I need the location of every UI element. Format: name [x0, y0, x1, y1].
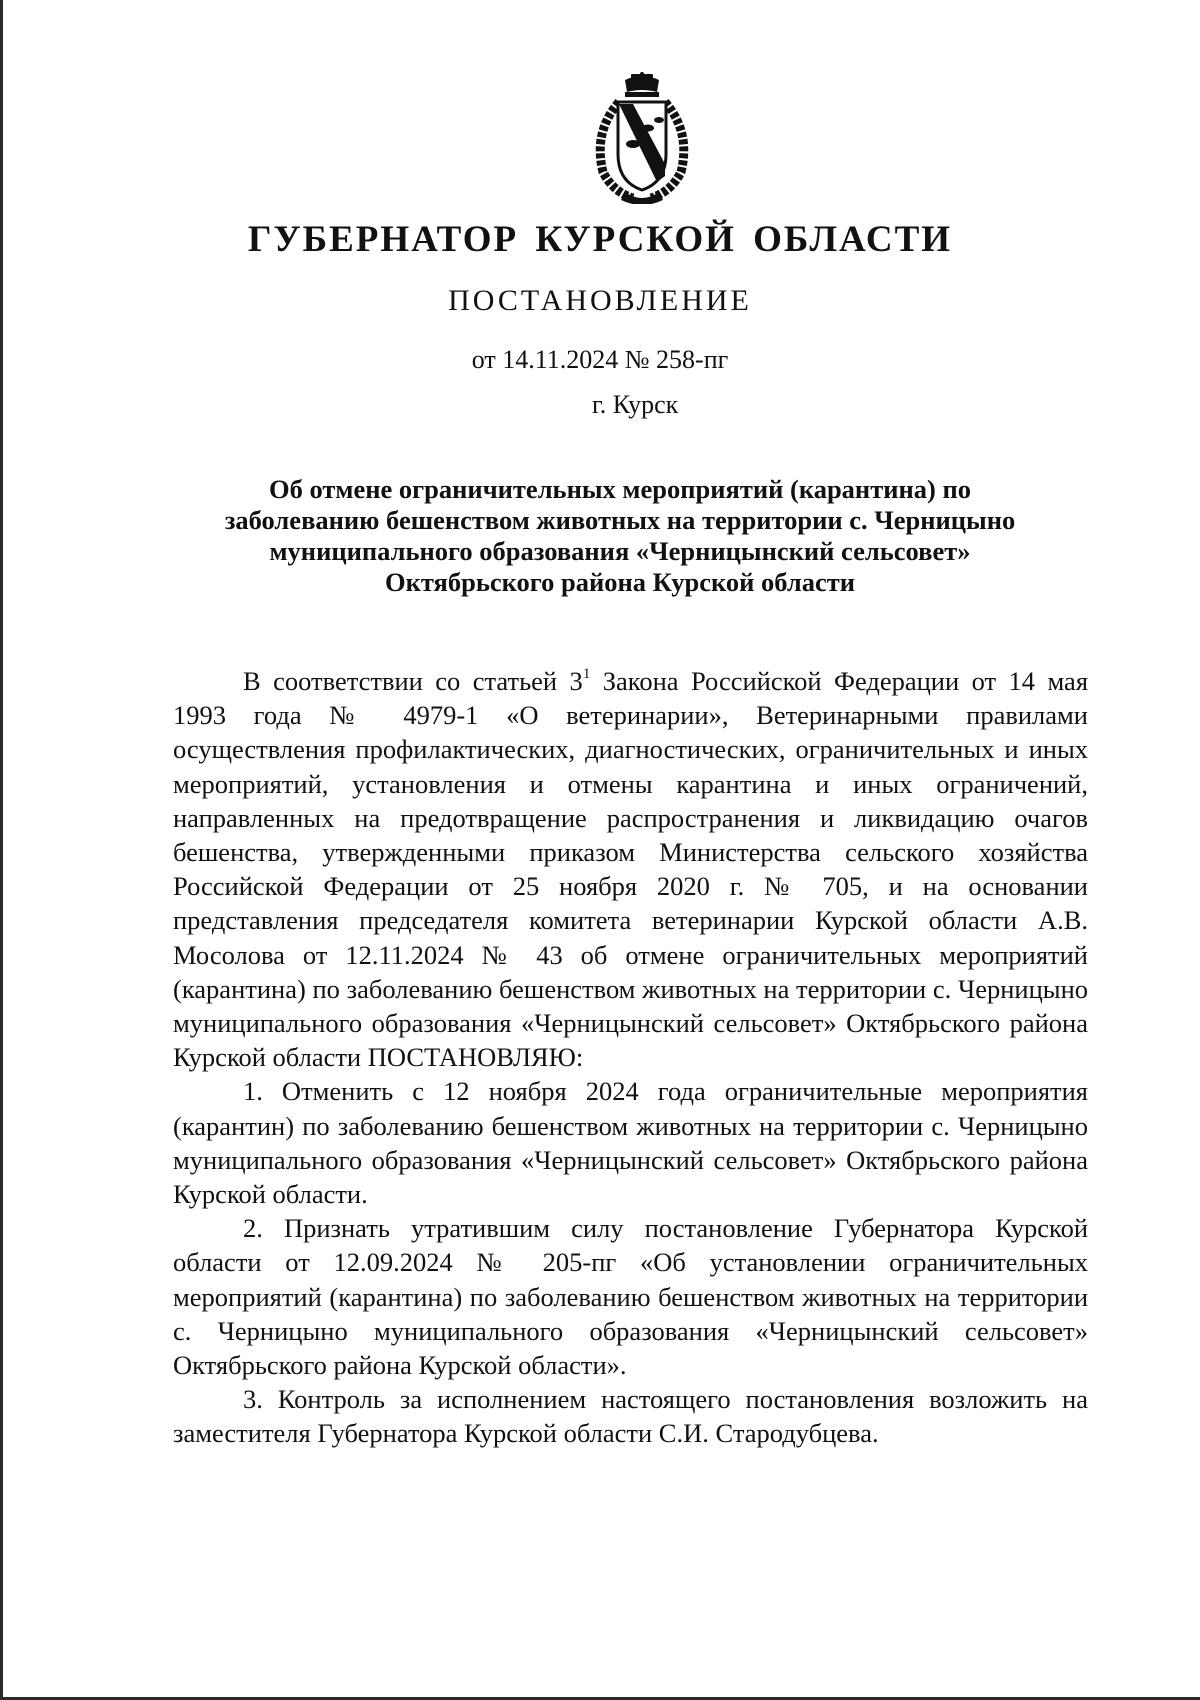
preamble-start: В соответствии со статьей 3 [243, 666, 583, 696]
article-superscript: 1 [582, 666, 591, 682]
title-line: заболеванию бешенством животных на территории с. Черницыно [224, 505, 1016, 535]
document-title [160, 474, 1080, 598]
title-line: Об отмене ограничительных мероприятий (карантина) по [269, 474, 971, 504]
item-3-paragraph: 3. Контроль за исполнением настоящего постановления возложить на заместителя Губернатора Курской области С.И. Стародубцева. [173, 1384, 1088, 1449]
document-type: ПОСТАНОВЛЕНИЕ [448, 284, 752, 317]
document-city: г. Курск [592, 390, 679, 419]
kursk-coat-of-arms-icon [573, 72, 711, 204]
document-body [173, 664, 1088, 1451]
title-line: муниципального образования «Черницынский сельсовет» [269, 536, 971, 566]
issuing-authority: ГУБЕРНАТОР КУРСКОЙ ОБЛАСТИ [247, 219, 953, 260]
title-line: Октябрьского района Курской области [384, 567, 856, 597]
item-1-paragraph: 1. Отменить с 12 ноября 2024 года ограничительные мероприятия (карантин) по заболеванию бешенством животных на территории с. Черницыно муниципального образования «Черницынский сельсовет» Октябрьского района Курской области. [173, 1076, 1088, 1210]
item-2-paragraph: 2. Признать утратившим силу постановление Губернатора Курской области от 12.09.2024 № 205-пг «Об установлении ограничительных мероприятий (карантина) по заболеванию бешенством животных на территории с. Черницыно муниципального образования «Черницынский сельсовет» Октябрьского района Курской области». [173, 1213, 1088, 1381]
preamble-rest: Закона Российской Федерации от 14 мая 1993 года № 4979-1 «О ветеринарии», Ветеринарными правилами осуществления профилактических, диагностических, ограничительных и иных мероприятий, установления и отмены карантина и иных ограничений, направленных на предотвращение распространения и ликвидацию очагов бешенства, утвержденными приказом Министерства сельского хозяйства Российской Федерации от 25 ноября 2020 г. № 705, и на основании представления председателя комитета ветеринарии Курской области А.В. Мосолова от 12.11.2024 № 43 об отмене ограничительных мероприятий (карантина) по заболеванию бешенством животных на территории с. Черницыно муниципального образования «Черницынский сельсовет» Октябрьского района Курской области ПОСТАНОВЛЯЮ: [173, 666, 1089, 1073]
preamble-paragraph [173, 664, 1088, 1074]
document-number: от 14.11.2024 № 258-пг [471, 345, 729, 374]
